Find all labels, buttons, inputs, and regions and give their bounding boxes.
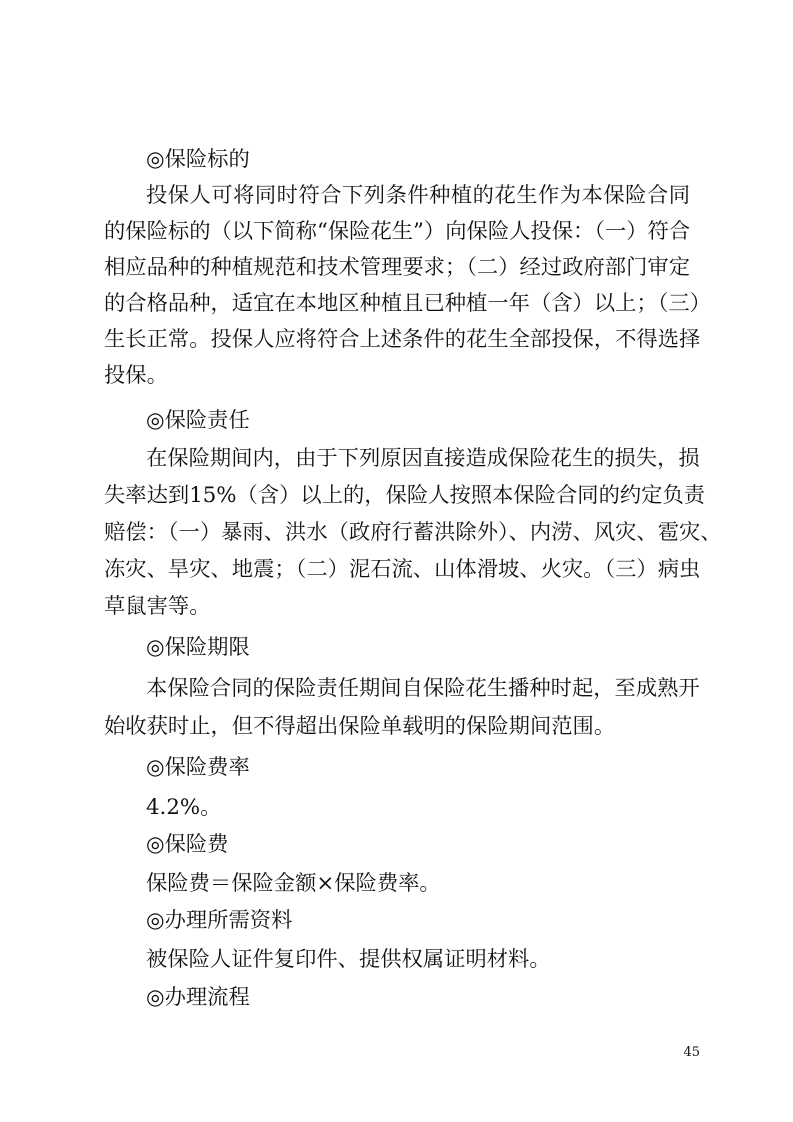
- section-heading-period: ◎保险期限: [146, 635, 250, 660]
- paragraph-line: 生长正常。投保人应将符合上述条件的花生全部投保，不得选择: [104, 327, 701, 352]
- section-heading-premium: ◎保险费: [146, 832, 229, 857]
- paragraph-line: 赔偿：（一）暴雨、洪水（政府行蓄洪除外）、内涝、风灾、雹灾、: [104, 520, 722, 545]
- section-heading-liability: ◎保险责任: [146, 408, 250, 433]
- paragraph-line: 的保险标的（以下简称“保险花生”）向保险人投保：（一）符合: [104, 219, 691, 244]
- paragraph-line: 4.2%。: [146, 795, 222, 820]
- paragraph-line: 本保险合同的保险责任期间自保险花生播种时起，至成熟开: [146, 676, 700, 701]
- paragraph-line: 投保。: [104, 363, 168, 388]
- paragraph-line: 草鼠害等。: [104, 594, 211, 619]
- paragraph-line: 的合格品种，适宜在本地区种植且已种植一年（含）以上；（三）: [104, 291, 711, 316]
- page-number: 45: [683, 1045, 700, 1060]
- paragraph-line: 投保人可将同时符合下列条件种植的花生作为本保险合同: [146, 183, 690, 208]
- section-heading-subject: ◎保险标的: [146, 147, 250, 172]
- paragraph-line: 失率达到15%（含）以上的，保险人按照本保险合同的约定负责: [104, 483, 706, 508]
- section-heading-materials: ◎办理所需资料: [146, 908, 293, 933]
- paragraph-line: 相应品种的种植规范和技术管理要求；（二）经过政府部门审定: [104, 255, 690, 280]
- paragraph-line: 始收获时止，但不得超出保险单载明的保险期间范围。: [104, 714, 616, 739]
- section-heading-rate: ◎保险费率: [146, 755, 250, 780]
- paragraph-line: 保险费＝保险金额×保险费率。: [146, 871, 441, 896]
- paragraph-line: 冻灾、旱灾、地震；（二）泥石流、山体滑坡、火灾。（三）病虫: [104, 557, 701, 582]
- section-heading-process: ◎办理流程: [146, 985, 250, 1010]
- paragraph-line: 被保险人证件复印件、提供权属证明材料。: [146, 947, 551, 972]
- paragraph-line: 在保险期间内，由于下列原因直接造成保险花生的损失，损: [146, 446, 700, 471]
